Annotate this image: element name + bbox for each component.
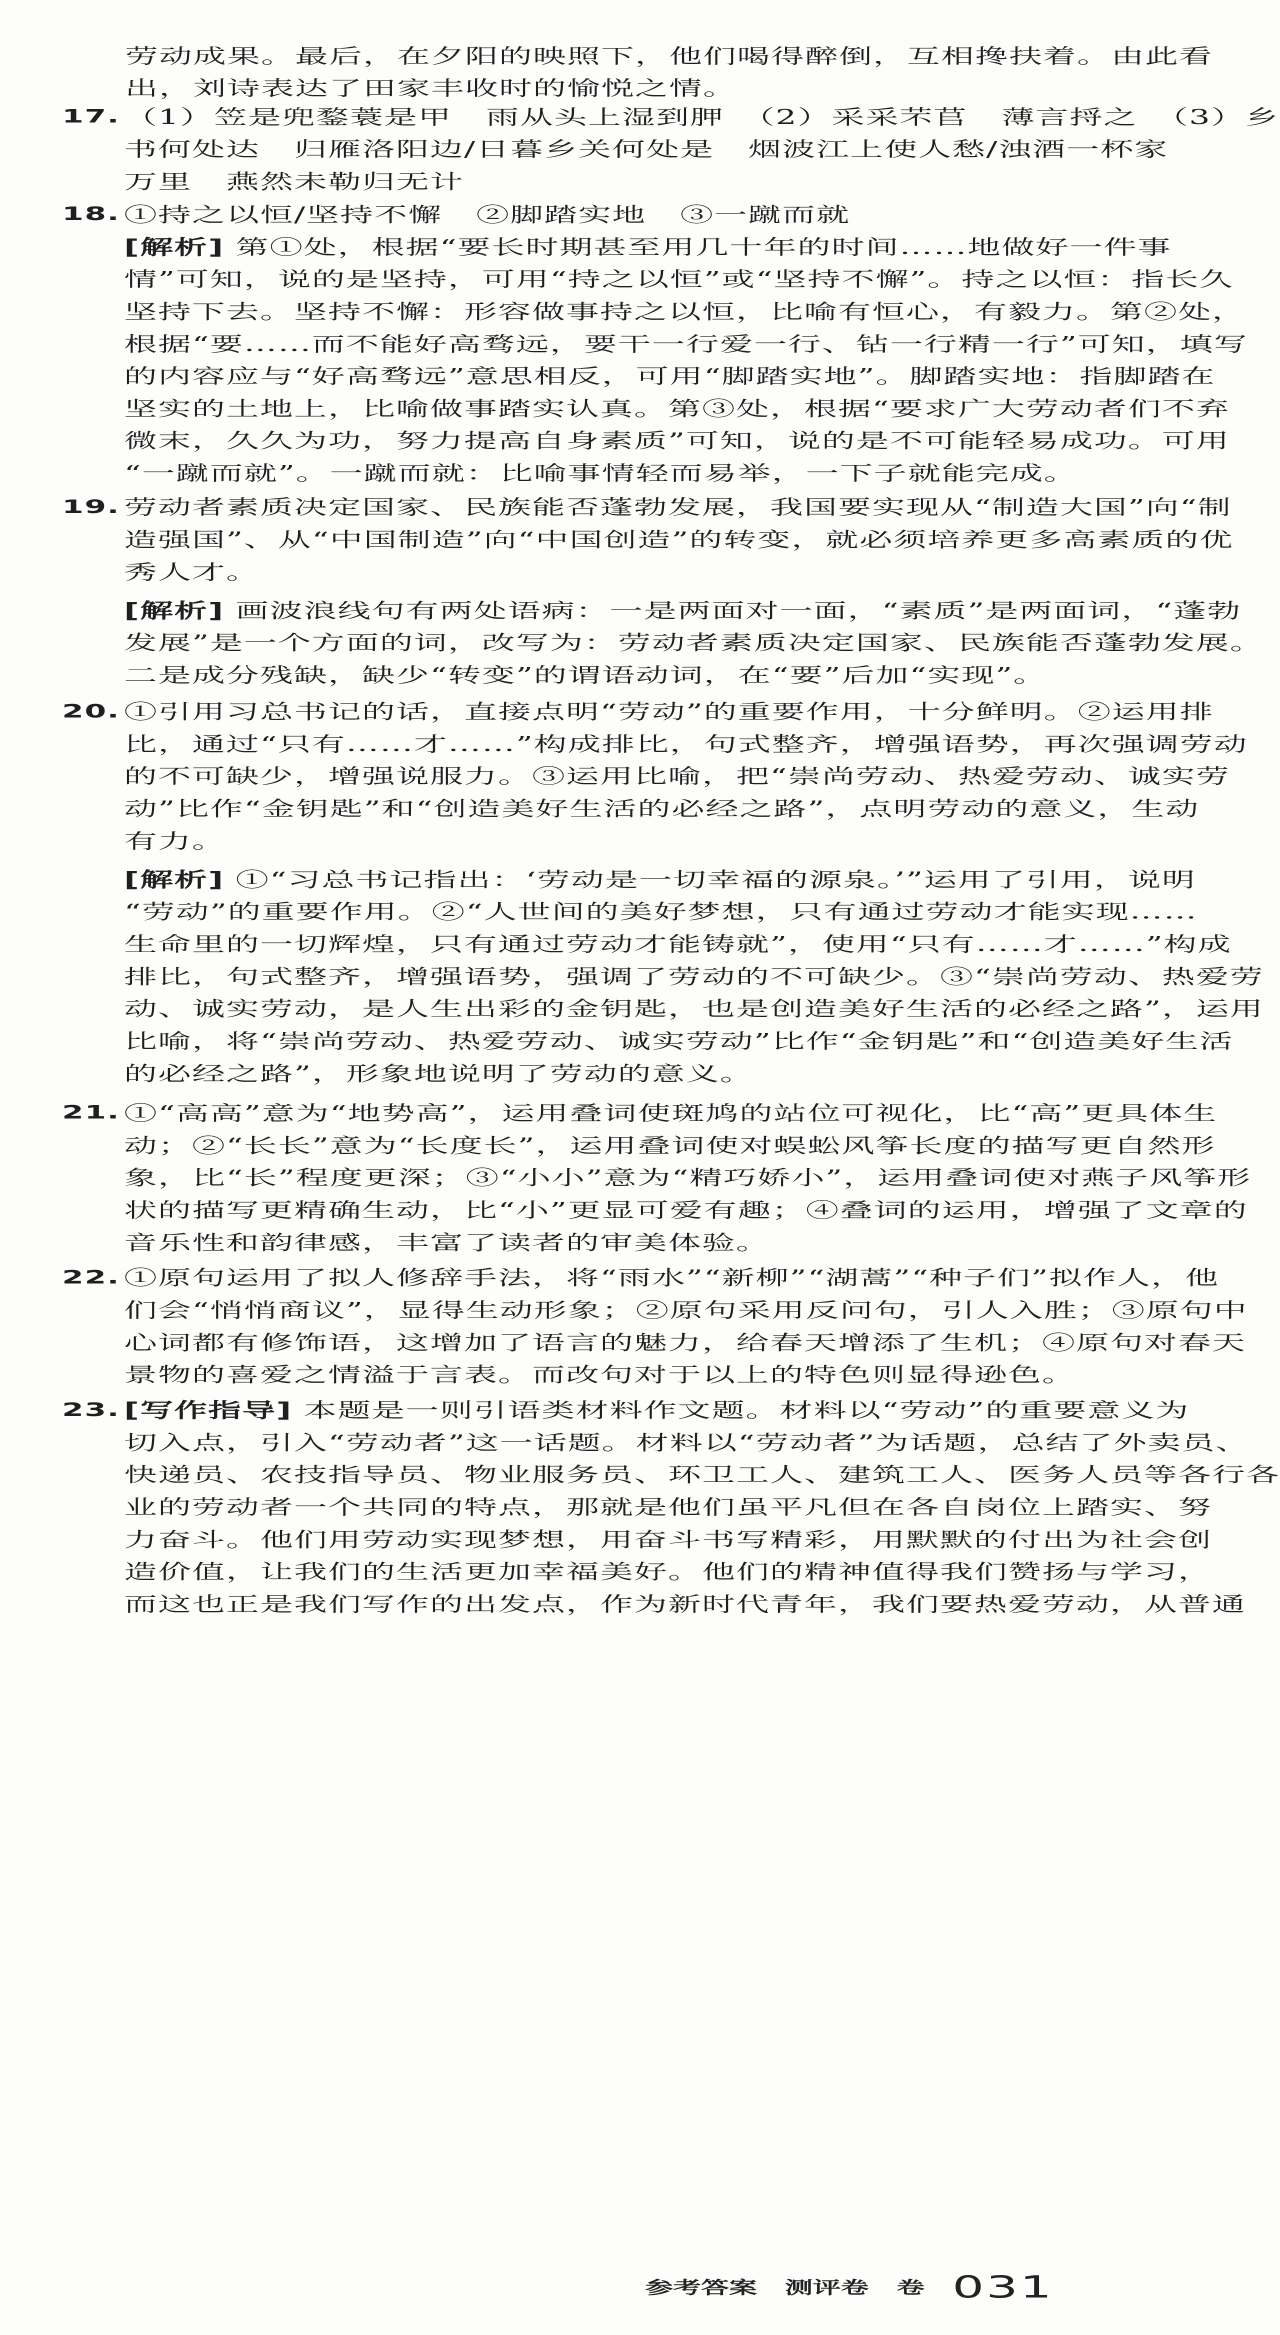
answer-label: 参考答案 xyxy=(645,2277,758,2298)
volume-label: 卷 xyxy=(896,2277,925,2298)
analysis-line: 坚持下去。坚持不懈：形容做事持之以恒，比喻有恒心，有毅力。第②处， xyxy=(124,299,1246,324)
analysis-line: 比喻，将“崇尚劳动、热爱劳动、诚实劳动”比作“金钥匙”和“创造美好生活 xyxy=(124,1029,1234,1053)
text-line: ①持之以恒/坚持不懈 ②脚踏实地 ③一蹴而就 xyxy=(124,202,851,227)
analysis-line: “一蹴而就”。一蹴而就：比喻事情轻而易举，一下子就能完成。 xyxy=(124,461,1078,485)
analysis-tag: [解析] xyxy=(124,598,225,623)
text-line: 出，刘诗表达了田家丰收时的愉悦之情。 xyxy=(125,76,737,101)
text-line: 比，通过“只有……才……”构成排比，句式整齐，增强语势，再次强调劳动 xyxy=(124,732,1248,756)
analysis-line: 情”可知，说的是坚持，可用“持之以恒”或“坚持不懈”。持之以恒：指长久 xyxy=(124,267,1234,291)
text-line: 动；②“长长”意为“长度长”，运用叠词使对蜈蚣风筝长度的描写更自然形 xyxy=(124,1133,1216,1158)
text-line: 劳动者素质决定国家、民族能否蓬勃发展，我国要实现从“制造大国”向“制 xyxy=(124,495,1232,520)
analysis-tag: [解析] xyxy=(124,234,225,259)
analysis-line: 排比，句式整齐，增强语势，强调了劳动的不可缺少。③“崇尚劳动、热爱劳 xyxy=(124,964,1264,989)
text-line: （1）笠是兜鍪蓑是甲 雨从头上湿到胛 （2）采采芣苢 薄言捋之 （3）乡 xyxy=(124,104,1279,129)
analysis-line: 的必经之路”，形象地说明了劳动的意义。 xyxy=(124,1061,754,1086)
text-line: 业的劳动者一个共同的特点，那就是他们虽平凡但在各自岗位上踏实、努 xyxy=(124,1495,1212,1519)
text-line: 景物的喜爱之情溢于言表。而改句对于以上的特色则显得逊色。 xyxy=(124,1362,1076,1387)
test-label: 测评卷 xyxy=(784,2277,869,2298)
analysis-line: 生命里的一切辉煌，只有通过劳动才能铸就”，使用“只有……才……”构成 xyxy=(124,932,1232,956)
text-line: 动”比作“金钥匙”和“创造美好生活的必经之路”，点明劳动的意义，生动 xyxy=(124,796,1200,821)
question-number: 19. xyxy=(62,495,120,518)
analysis-tag: [解析] xyxy=(124,867,225,892)
page-footer xyxy=(645,2269,1054,2304)
text-line: 心词都有修饰语，这增加了语言的魅力，给春天增添了生机；④原句对春天 xyxy=(124,1330,1246,1355)
text-line: ①原句运用了拟人修辞手法，将“雨水”“新柳”“湖蒿”“种子们”拟作人，他 xyxy=(124,1265,1219,1290)
analysis-line: “劳动”的重要作用。②“人世间的美好梦想，只有通过劳动才能实现…… xyxy=(124,899,1198,924)
question-number: 20. xyxy=(62,700,120,723)
text-line: 象，比“长”程度更深；③“小小”意为“精巧娇小”，运用叠词使对燕子风筝形 xyxy=(124,1165,1252,1190)
text-line: 有力。 xyxy=(124,828,226,853)
text-line: 状的描写更精确生动，比“小”更显可爱有趣；④叠词的运用，增强了文章的 xyxy=(124,1198,1248,1222)
text-line: 造价值，让我们的生活更加幸福美好。他们的精神值得我们赞扬与学习， xyxy=(124,1559,1212,1584)
text-line: 切入点，引入“劳动者”这一话题。材料以“劳动者”为话题，总结了外卖员、 xyxy=(124,1430,1250,1455)
text-line: 力奋斗。他们用劳动实现梦想，用奋斗书写精彩，用默默的付出为社会创 xyxy=(124,1527,1212,1552)
question-number: 21. xyxy=(62,1101,120,1124)
question-number: 23. xyxy=(62,1398,120,1421)
analysis-line: 根据“要……而不能好高骛远，要干一行爱一行、钻一行精一行”可知，填写 xyxy=(124,331,1248,356)
text-line: 而这也正是我们写作的出发点，作为新时代青年，我们要热爱劳动，从普通 xyxy=(124,1592,1246,1616)
text-line: 造强国”、从“中国制造”向“中国创造”的转变，就必须培养更多高素质的优 xyxy=(124,527,1234,552)
text-line: 音乐性和韵律感，丰富了读者的审美体验。 xyxy=(124,1230,770,1255)
analysis-line: 的内容应与“好高骛远”意思相反，可用“脚踏实地”。脚踏实地：指脚踏在 xyxy=(124,364,1216,388)
text-line: 快递员、农技指导员、物业服务员、环卫工人、建筑工人、医务人员等各行各 xyxy=(124,1462,1280,1487)
analysis-line: 二是成分残缺，缺少“转变”的谓语动词，在“要”后加“实现”。 xyxy=(124,663,1048,687)
text-line: 们会“悄悄商议”，显得生动形象；②原句采用反问句，引人入胜；③原句中 xyxy=(124,1298,1248,1322)
writing-guide-line: [写作指导] 本题是一则引语类材料作文题。材料以“劳动”的重要意义为 xyxy=(124,1398,1190,1422)
analysis-line: 坚实的土地上，比喻做事踏实认真。第③处，根据“要求广大劳动者们不弃 xyxy=(124,396,1230,421)
text-line: ①引用习总书记的话，直接点明“劳动”的重要作用，十分鲜明。②运用排 xyxy=(124,699,1214,724)
question-number: 17. xyxy=(62,105,120,128)
analysis-line: 发展”是一个方面的词，改写为：劳动者素质决定国家、民族能否蓬勃发展。 xyxy=(124,630,1264,655)
page-number: 031 xyxy=(952,2269,1054,2305)
text-line: ①“高高”意为“地势高”，运用叠词使斑鸠的站位可视化，比“高”更具体生 xyxy=(124,1101,1218,1125)
text-line: 书何处达 归雁洛阳边/日暮乡关何处是 烟波江上使人愁/浊酒一杯家 xyxy=(124,137,1169,162)
text-line: 秀人才。 xyxy=(124,559,260,584)
writing-guide-tag: [写作指导] xyxy=(124,1398,293,1422)
analysis-line: 动、诚实劳动，是人生出彩的金钥匙，也是创造美好生活的必经之路”，运用 xyxy=(124,996,1264,1021)
analysis-line: 微末，久久为功，努力提高自身素质”可知，说的是不可能轻易成功。可用 xyxy=(124,428,1230,453)
text-line: 的不可缺少，增强说服力。③运用比喻，把“崇尚劳动、热爱劳动、诚实劳 xyxy=(124,764,1230,789)
analysis-line: [解析] 画波浪线句有两处语病：一是两面对一面，“素质”是两面词，“蓬勃 xyxy=(124,598,1242,623)
analysis-line: [解析] 第①处，根据“要长时期甚至用几十年的时间……地做好一件事 xyxy=(124,234,1172,259)
question-number: 22. xyxy=(62,1266,120,1289)
text-line: 万里 燕然未勒归无计 xyxy=(124,169,464,194)
intro-paragraph xyxy=(125,40,1213,105)
text-line: 劳动成果。最后，在夕阳的映照下，他们喝得醉倒，互相搀扶着。由此看 xyxy=(125,43,1213,68)
analysis-line: [解析] ①“习总书记指出：‘劳动是一切幸福的源泉。’”运用了引用，说明 xyxy=(124,867,1196,892)
question-number: 18. xyxy=(62,203,120,226)
